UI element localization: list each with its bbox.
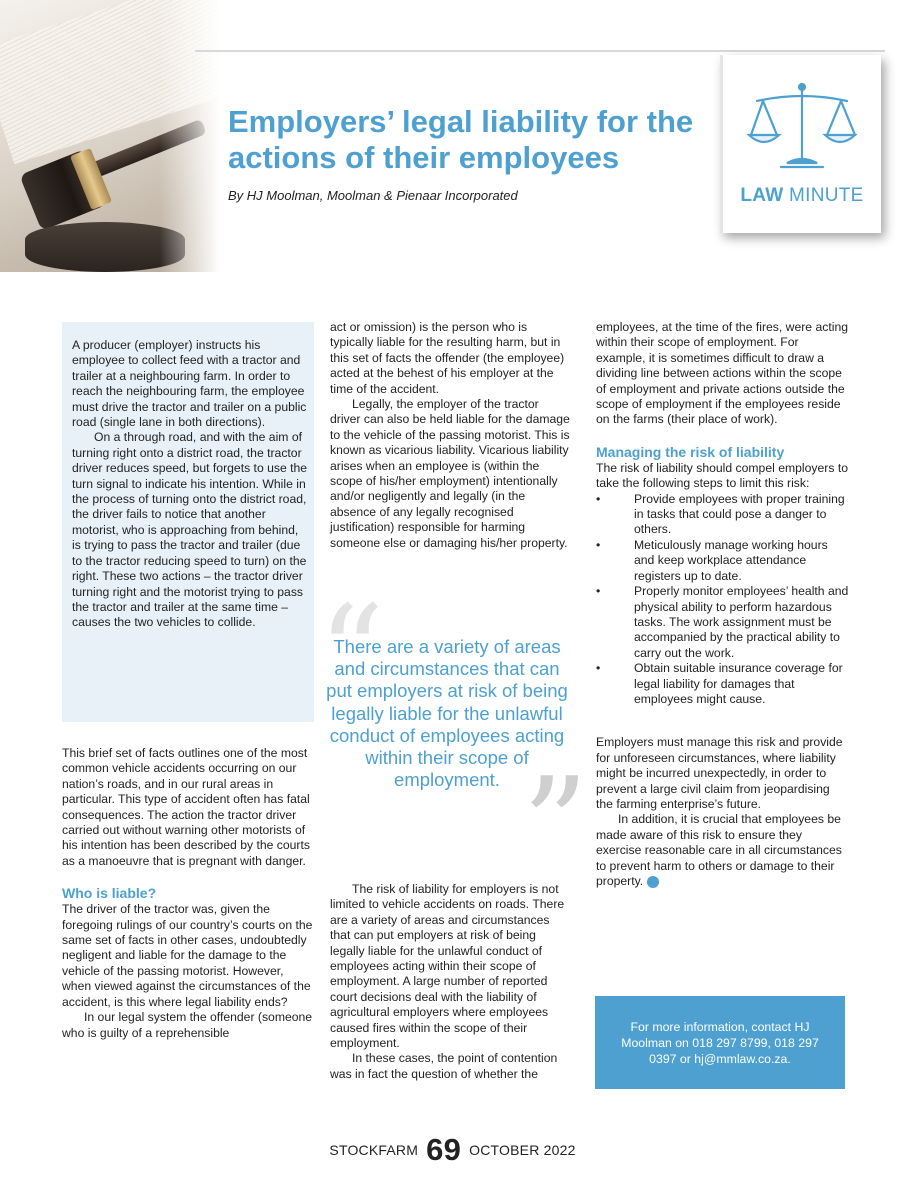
column-2-bottom (330, 882, 570, 1082)
section-label (723, 185, 881, 207)
paragraph: Employers must manage this risk and provide for unforeseen circumstances, where liability might be incurred unexpectedly, in order to prevent a large civil claim from jeopardising the farming enterprise’s future. (596, 735, 843, 811)
pull-quote: There are a variety of areas and circumstances that can put employers at risk of being legally liable for the unlawful conduct of employees acting within their scope of employment. (326, 636, 568, 791)
paragraph: act or omission) is the person who is typically liable for the resulting harm, but in this set of facts the offender (the employee) acted at the behest of his employer at the time of the accident. (330, 320, 565, 396)
contact-text: For more information, contact HJ Moolman on 018 297 8799, 018 297 0397 or hj@mmlaw.co.za. (621, 1019, 819, 1066)
paragraph: A producer (employer) instructs his employee to collect feed with a tractor and trailer at a neighbouring farm. In order to reach the neighbouring farm, the employee must drive the tractor and trailer on a public road (single lane in both directions). (72, 338, 307, 430)
paragraph: The risk of liability should compel employers to take the following steps to limit this risk: (596, 460, 848, 491)
header-frame-line (195, 50, 885, 52)
bullet-list (596, 492, 850, 708)
scales-of-justice-icon (747, 77, 857, 177)
section-label-bold: LAW (740, 185, 784, 206)
list-item: • Meticulously manage working hours and keep workplace attendance registers up to date. (596, 538, 850, 584)
paragraph-text: In addition, it is crucial that employees be made aware of this risk to ensure they exercise reasonable care in all circumstances to prevent harm to others or damage to their property. (596, 812, 842, 888)
open-quote-mark: “ (318, 577, 385, 729)
paragraph: In our legal system the offender (someone who is guilty of a reprehensible (62, 1010, 313, 1040)
paragraph: employees, at the time of the fires, were acting within their scope of employment. For example, it is sometimes difficult to draw a dividing line between actions within the scope of employment and private actions outside the scope of employment if the employees reside on the farms (their place of work). (596, 320, 848, 427)
article-byline: By HJ Moolman, Moolman & Pienaar Incorporated (228, 188, 518, 203)
paragraph: This brief set of facts outlines one of the most common vehicle accidents occurring on our nation’s roads, and in our rural areas in particular. This type of accident often has fatal consequences. The action the tractor driver carried out without warning other motorists of his intention has been described by the courts as a manoeuvre that is pregnant with danger. (62, 746, 310, 868)
paragraph (596, 812, 850, 889)
section-heading: Who is liable? (62, 885, 157, 902)
paragraph: The risk of liability for employers is not limited to vehicle accidents on roads. There are a variety of areas and circumstances that can put employers at risk of being legally liable for the unlawful conduct of employees acting within their scope of employment. A large number of reported court decisions deal with the liability of agricultural employers where employees caused fires within the scope of their employment. (330, 882, 565, 1051)
issue-date: OCTOBER 2022 (469, 1142, 576, 1158)
page-footer (0, 1132, 905, 1168)
close-quote-mark: ” (522, 749, 589, 901)
gavel-image (0, 0, 220, 272)
list-item: • Obtain suitable insurance coverage for legal liability for damages that employees might cause. (596, 661, 850, 707)
section-badge (720, 55, 881, 233)
paragraph: The driver of the tractor was, given the foregoing rulings of our country’s courts on the same set of facts in other cases, undoubtedly negligent and liable for the damage to the vehicle of the passing motorist. However, when viewed against the circumstances of the accident, is this where legal liability ends? (62, 902, 313, 1009)
hero-fade (160, 0, 220, 272)
section-heading: Managing the risk of liability (596, 443, 785, 460)
list-item: • Properly monitor employees’ health and physical ability to perform hazardous tasks. The work assignment must be accompanied by the practical ability to carry out the work. (596, 584, 850, 661)
column-2-top (330, 320, 570, 551)
paragraph: On a through road, and with the aim of turning right onto a district road, the tractor driver reduces speed, but forgets to use the turn signal to indicate his intention. While in the process of turning onto the district road, the driver fails to notice that another motorist, who is approaching from behind, is trying to pass the tractor and trailer (due to the tractor reducing speed to turn) on the right. These two actions – the tractor driver turning right and the motorist trying to pass the tractor and trailer at the same time – causes the two vehicles to collide. (72, 430, 308, 630)
page-number: 69 (426, 1132, 462, 1167)
paragraph: Legally, the employer of the tractor driver can also be held liable for the damage to the vehicle of the passing motorist. This is known as vicarious liability. Vicarious liability arises when an employee is (within the scope of his/her employment) intentionally and/or negligently and legally (in the absence of any legally recognised justification) responsible for harming someone else or damaging his/her property. (330, 397, 570, 550)
intro-box-text (72, 338, 308, 631)
list-item: • Provide employees with proper training in tasks that could pose a danger to others. (596, 492, 850, 538)
section-label-rest: MINUTE (783, 185, 864, 206)
paragraph: In these cases, the point of contention was in fact the question of whether the (330, 1051, 558, 1081)
column-3 (596, 320, 850, 889)
end-mark-badge: SF (647, 876, 659, 888)
article-title: Employers’ legal liability for the actions of their employees (228, 104, 694, 175)
contact-box (595, 996, 845, 1089)
publication-name: STOCKFARM (329, 1142, 419, 1158)
column-1 (62, 746, 314, 1041)
